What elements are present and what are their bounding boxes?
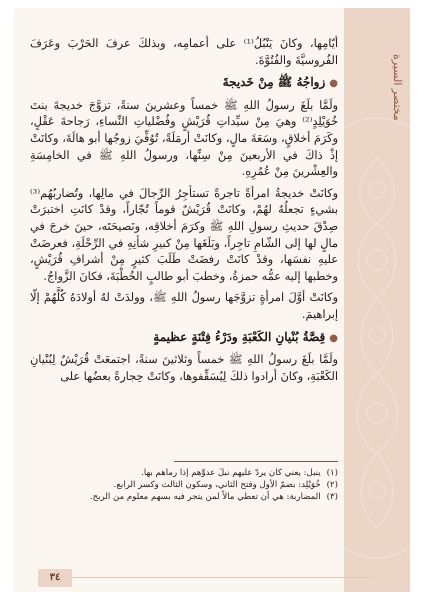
paragraph-5: ولَمَّا بلَغَ رسولُ اللهِ ﷺ خمساً وثلاثينَ سنةً، اجتمعَتْ قُرَيْشٌ لِبُنْيانِ الكَعْبَةِ، وكانَ أرادوا ذلكَ لِيُسَقِّفوها، وكانَتْ حِجارةً بعضُها على	[30, 353, 338, 383]
paragraph-1: أيّامِها، وكانَ يَنْبُلُ⁽¹⁾ على أعمامِه، وبذلكَ عرفَ الحَرْبَ وعَرَفَ الفُروسيَّةَ والفُتُوَّةَ.	[30, 37, 338, 67]
section-heading-marriage: ●زواجُهُ ﷺ مِنْ خَديجةَ	[222, 75, 338, 90]
book-page	[14, 8, 410, 592]
paragraph-4: وكانَتْ أوَّلَ امرأةٍ تزوَّجَها رسولُ اللهِ ﷺ، وولدَتْ لهُ أولادَهُ كُلَّهُمْ إلّا إبراهيمَ.	[30, 291, 338, 321]
page-number-line	[72, 577, 372, 578]
footnote-3: (٣) المضاربة: هي أن تعطي مالاً لمن يتجر فيه بسهم معلوم من الربح.	[89, 492, 338, 502]
footnote-2: (٢) خُوَيْلِد: بضمّ الأول وفتح الثاني، وسكون الثالث وكسر الرابع.	[113, 480, 338, 490]
footnote-divider	[174, 461, 338, 462]
section-heading-kaaba: ●قِصَّةُ بُنْيانِ الكَعْبَةِ ودَرْءُ فِتْنَةٍ عظيمةٍ	[153, 329, 338, 344]
bullet-icon: ●	[329, 78, 338, 90]
bullet-icon: ●	[329, 332, 338, 344]
footnotes	[30, 467, 338, 503]
footnote-1: (١) ينبل: يعني كان يردّ عليهم نبلَ عدوِّهم إذا رماهم بها.	[141, 468, 338, 478]
paragraph-2: ولَمَّا بلَغَ رسولُ اللهِ ﷺ خمساً وعشرينَ سنةً، تزوَّجَ خديجةَ بنتَ خُوَيْلِدٍ⁽²⁾ وهيَ مِنْ سيِّداتِ قُرَيْشٍ وفُضْلياتِ النِّساءِ، رَجاحةَ عَقْلٍ، وكَرَمَ أخلاقٍ، وسَعَةَ مالٍ، وكانَتْ أرمَلَةً، تُوُفِّيَ زوجُها أبو هالَةَ، وكانَتْ إذْ ذاكَ في الأربعينَ مِنْ سِنِّها، ورسولُ اللهِ ﷺ في الخامِسَةِ والعِشْرينَ مِنْ عُمُرِهِ.	[30, 98, 338, 179]
paragraph-3: وكانَتْ خديجةُ امرأةً تاجرةً تستأجِرُ الرِّجالَ في مالِها، وتُضاربُهُم⁽³⁾ بشيءٍ تجعلُهُ لهُمْ، وكانَتْ قُرَيْشٌ قوماً تُجّاراً، وقدْ كانَتِ اختبرَتْ صِدْقَ حديثِ رسولِ اللهِ ﷺ وكرَمَ أخلاقِه، ونَصيحَتَه، حينَ خرجَ في مالٍ لها إلى الشّامِ تاجِراً، وبَلَغَها مِنْ كبيرِ شأنِهِ في الرِّحْلَةِ، فعرضَتْ عليهِ نفسَها، وقدْ كانَتْ رفضَتْ طَلَبَ كثيرٍ مِنْ أشرافِ قُرَيْشٍ، وخطبها إليه عمُّه حمزةُ، وخطبَ أبو طالبٍ الخُطْبَةَ، فكانَ الزَّواجُ.	[30, 186, 338, 283]
side-running-title: مختصر السيرة	[391, 53, 404, 121]
page-number: ٣٤	[38, 569, 72, 587]
decorative-side-band	[344, 8, 410, 592]
